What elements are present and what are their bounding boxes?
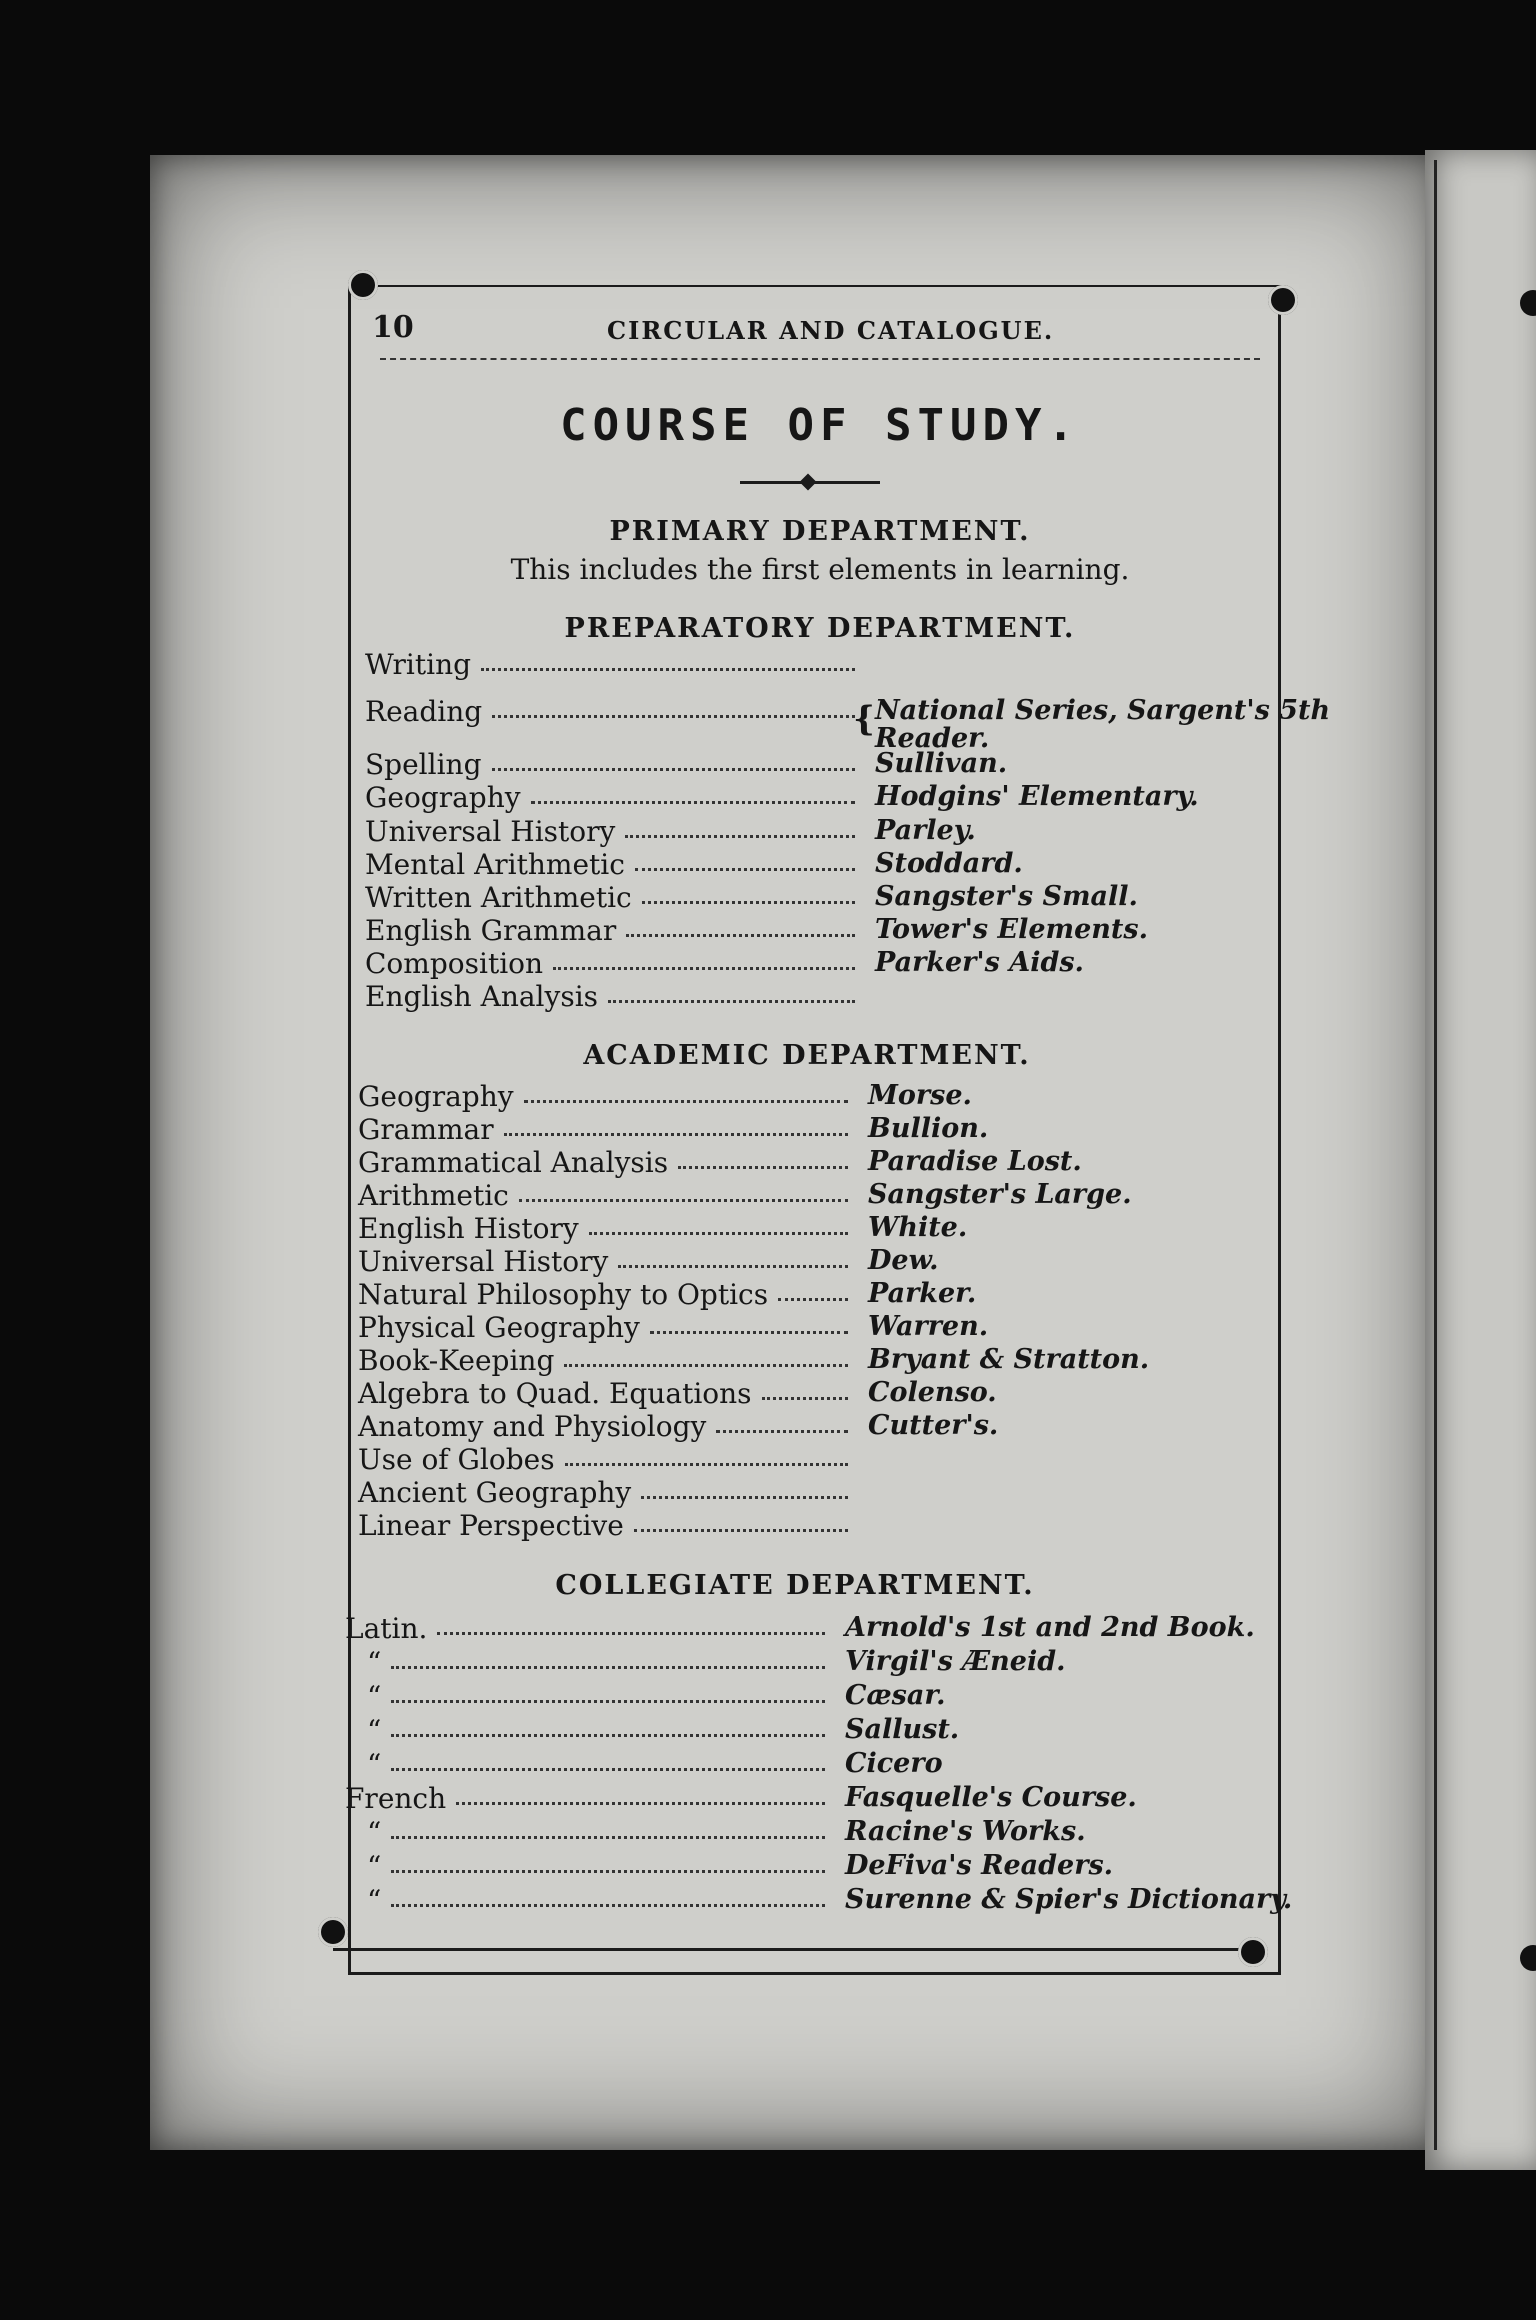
list-item [365,848,1295,882]
textbook-label: National Series, Sargent's 5th [875,695,1331,726]
list-item [365,748,1295,782]
subject-label: English History [358,1212,579,1245]
textbook-label: Cutter's. [868,1410,999,1441]
list-item [345,1748,1265,1782]
list-item [345,1816,1265,1850]
dot-leader [456,1802,825,1805]
list-item [358,1278,1288,1312]
list-item [358,1509,1288,1543]
list-item [358,1212,1288,1246]
dot-leader [391,1734,825,1737]
page-number: 10 [372,310,414,345]
list-item [345,1850,1265,1884]
facing-page-edge [1425,150,1536,2170]
dot-leader [565,1463,848,1466]
dot-leader [391,1768,825,1771]
dot-leader [531,801,855,804]
subject-label: Natural Philosophy to Optics [358,1278,769,1311]
subject-label: “ [367,1680,382,1713]
dot-leader [391,1836,825,1839]
bottom-rule [333,1948,1253,1951]
corner-ornament-icon [1238,1937,1268,1967]
textbook-label-continued: Reader. [875,723,990,754]
academic-heading: ACADEMIC DEPARTMENT. [583,1040,1031,1071]
textbook-label: Dew. [868,1245,939,1276]
dot-leader [492,768,856,771]
dot-leader [618,1265,848,1268]
dot-leader [504,1133,848,1136]
list-item [365,947,1295,981]
list-item [365,815,1295,849]
dot-leader [762,1397,848,1400]
primary-heading: PRIMARY DEPARTMENT. [609,516,1031,547]
list-item [365,914,1295,948]
list-item [358,1080,1288,1114]
header-rule [380,358,1260,361]
subject-label: Algebra to Quad. Equations [358,1377,752,1410]
dot-leader [564,1364,848,1367]
dot-leader [626,934,855,937]
subject-label: Composition [365,947,544,980]
subject-label: “ [367,1816,382,1849]
textbook-label: Sangster's Small. [875,881,1138,912]
textbook-label: Surenne & Spier's Dictionary. [845,1884,1293,1915]
subject-label: English Analysis [365,980,599,1013]
subject-label: Mental Arithmetic [365,848,625,881]
textbook-label: Parley. [875,815,976,846]
dot-leader [641,1496,848,1499]
corner-ornament-icon [348,270,378,300]
preparatory-heading: PREPARATORY DEPARTMENT. [564,613,1076,644]
textbook-label: Tower's Elements. [875,914,1148,945]
list-item [365,648,1295,682]
dot-leader [391,1904,825,1907]
subject-label: Book-Keeping [358,1344,555,1377]
dot-leader [650,1331,848,1334]
list-item [345,1884,1293,1918]
list-item [345,1782,1265,1816]
page-title: COURSE OF STUDY. [560,400,1080,451]
collegiate-heading: COLLEGIATE DEPARTMENT. [555,1570,1035,1601]
list-item [358,1113,1288,1147]
textbook-label: Sallust. [845,1714,960,1745]
dot-leader [437,1632,825,1635]
textbook-label: Stoddard. [875,848,1023,879]
dot-leader [608,1000,855,1003]
textbook-label: DeFiva's Readers. [845,1850,1114,1881]
dot-leader [553,967,855,970]
subject-label: Arithmetic [358,1179,509,1212]
textbook-label: Cicero [845,1748,943,1779]
list-item [358,1245,1288,1279]
subject-label: Linear Perspective [358,1509,624,1542]
page-header [372,310,1252,350]
textbook-label: Parker. [868,1278,977,1309]
list-item [365,781,1295,815]
corner-ornament-icon [318,1917,348,1947]
textbook-label: Morse. [868,1080,972,1111]
textbook-label: Sullivan. [875,748,1008,779]
dot-leader [481,668,855,671]
textbook-label: Racine's Works. [845,1816,1086,1847]
list-item [365,695,1331,754]
list-item [358,1443,1288,1477]
textbook-label: Bryant & Stratton. [868,1344,1150,1375]
subject-label: Physical Geography [358,1311,640,1344]
brace-icon: { [853,699,875,739]
dot-leader [391,1666,825,1669]
dot-leader [634,1529,848,1532]
list-item [345,1680,1265,1714]
subject-label: Use of Globes [358,1443,555,1476]
subject-label: English Grammar [365,914,617,947]
dot-leader [642,901,855,904]
title-flourish [740,481,880,484]
textbook-label: Cæsar. [845,1680,946,1711]
subject-label: Grammatical Analysis [358,1146,669,1179]
subject-label: “ [367,1850,382,1883]
textbook-label: Fasquelle's Course. [845,1782,1137,1813]
dot-leader [635,868,855,871]
subject-label: Geography [358,1080,514,1113]
textbook-label: Colenso. [868,1377,997,1408]
list-item [358,1344,1288,1378]
list-item [358,1377,1288,1411]
subject-label: “ [367,1714,382,1747]
list-item [358,1410,1288,1444]
subject-label: French [345,1782,447,1815]
subject-label: Grammar [358,1113,494,1146]
facing-page-rule [1434,160,1437,2150]
dot-leader [391,1700,825,1703]
subject-label: “ [367,1884,382,1917]
textbook-label: Arnold's 1st and 2nd Book. [845,1612,1255,1643]
running-title: CIRCULAR AND CATALOGUE. [607,316,1055,345]
textbook-label: White. [868,1212,968,1243]
subject-label: Geography [365,781,521,814]
textbook-label: Parker's Aids. [875,947,1084,978]
subject-label: Universal History [365,815,616,848]
textbook-label: Virgil's Æneid. [845,1646,1066,1677]
list-item [358,1146,1288,1180]
dot-leader [391,1870,825,1873]
textbook-label: Paradise Lost. [868,1146,1082,1177]
subject-label: Writing [365,648,472,681]
list-item [365,881,1295,915]
subject-label: Anatomy and Physiology [358,1410,707,1443]
subject-label: Latin. [345,1612,428,1645]
dot-leader [678,1166,848,1169]
textbook-label: Sangster's Large. [868,1179,1132,1210]
list-item [345,1646,1265,1680]
dot-leader [519,1199,848,1202]
list-item [358,1311,1288,1345]
subject-label: Ancient Geography [358,1476,632,1509]
list-item [345,1612,1265,1646]
list-item [358,1179,1288,1213]
subject-label: Written Arithmetic [365,881,632,914]
corner-ornament-icon [1268,285,1298,315]
subject-label: Reading [365,695,483,728]
textbook-label: Bullion. [868,1113,989,1144]
textbook-label: Warren. [868,1311,989,1342]
subject-label: “ [367,1748,382,1781]
dot-leader [778,1298,848,1301]
subject-label: Spelling [365,748,482,781]
subject-label: “ [367,1646,382,1679]
dot-leader [625,835,855,838]
subject-label: Universal History [358,1245,609,1278]
list-item [345,1714,1265,1748]
dot-leader [716,1430,848,1433]
list-item [358,1476,1288,1510]
list-item [365,980,1295,1014]
dot-leader [524,1100,848,1103]
primary-note: This includes the first elements in learning. [510,553,1130,586]
textbook-label: Hodgins' Elementary. [875,781,1199,812]
dot-leader [589,1232,848,1235]
dot-leader [492,715,855,718]
